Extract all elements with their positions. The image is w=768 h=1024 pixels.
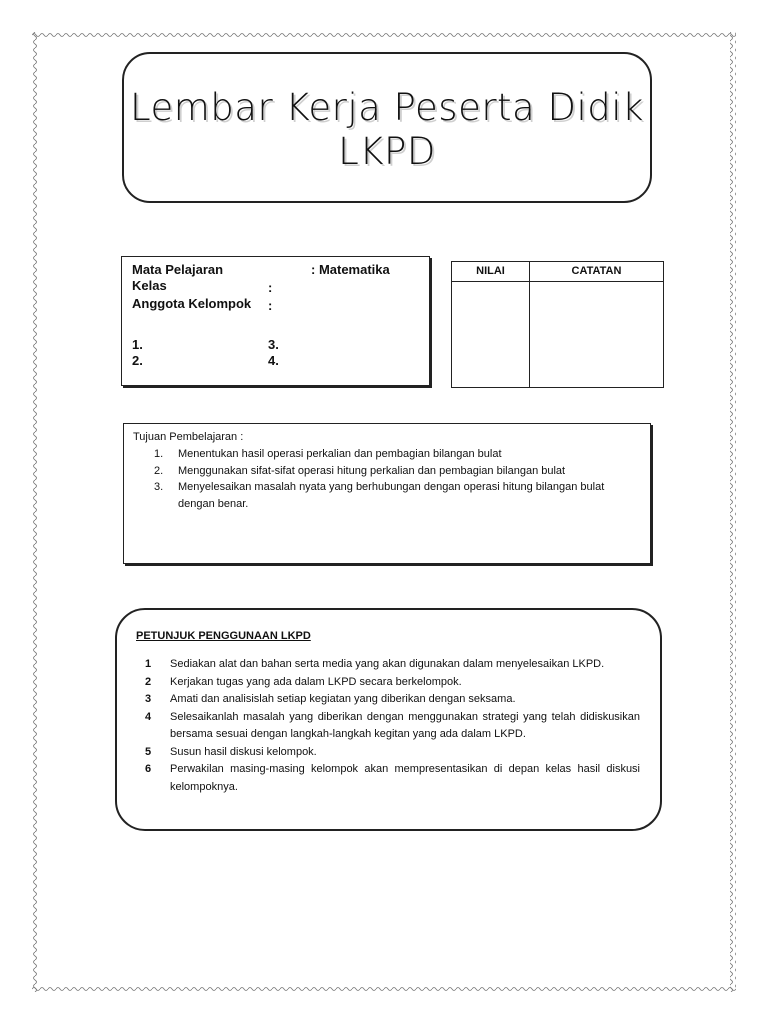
- list-item: [150, 446, 640, 463]
- list-item-number: 5: [145, 745, 152, 758]
- learning-objectives-box: [123, 423, 651, 564]
- list-item-text: Menentukan hasil operasi perkalian dan pembagian bilangan bulat: [178, 448, 502, 460]
- list-item: [150, 479, 640, 512]
- group-label: Anggota Kelompok: [132, 296, 252, 311]
- list-item-text: Selesaikanlah masalah yang diberikan dengan menggunakan strategi yang telah didiskusikan bersama sesuai dengan langkah-langkah kegitan yang ada dalam LKPD.: [170, 710, 640, 740]
- student-info-box: [121, 256, 430, 386]
- usage-instructions-box: [115, 608, 662, 831]
- list-item-text: Sediakan alat dan bahan serta media yang akan digunakan dalam menyelesaikan LKPD.: [170, 658, 605, 670]
- page-title: Lembar Kerja Peserta Didik: [130, 86, 644, 129]
- list-item: [145, 674, 640, 692]
- list-item-number: 1.: [154, 448, 164, 460]
- member-1-label: 1.: [132, 337, 143, 352]
- title-box: [122, 52, 652, 203]
- class-value: :: [268, 280, 273, 295]
- list-item: [145, 656, 640, 674]
- usage-instructions-list: [145, 656, 640, 796]
- list-item-text: Menggunakan sifat-sifat operasi hitung perkalian dan pembagian bilangan bulat: [178, 464, 566, 477]
- list-item-number: 3.: [154, 481, 164, 493]
- list-item: [145, 744, 640, 762]
- list-item: [145, 709, 640, 744]
- list-item-text: Amati dan analisislah setiap kegiatan yang diberikan dengan seksama.: [170, 693, 516, 705]
- list-item: [145, 761, 640, 796]
- list-item-number: 2: [145, 675, 152, 688]
- score-column-header: NILAI: [452, 262, 529, 282]
- list-item-text: Kerjakan tugas yang ada dalam LKPD secara berkelompok.: [170, 675, 462, 688]
- class-label: Kelas: [132, 278, 167, 293]
- subject-label: Mata Pelajaran: [132, 262, 224, 277]
- page-subtitle: LKPD: [338, 130, 436, 173]
- list-item-number: 6: [145, 763, 152, 775]
- group-value: :: [268, 298, 273, 313]
- list-item-number: 4: [145, 710, 152, 723]
- member-4-label: 4.: [268, 353, 279, 368]
- list-item-text: Perwakilan masing-masing kelompok akan mempresentasikan di depan kelas hasil diskusi kelompoknya.: [170, 763, 640, 793]
- list-item-number: 1: [145, 658, 152, 670]
- member-3-label: 3.: [268, 337, 279, 352]
- learning-objectives-list: [150, 446, 640, 512]
- list-item-text: Menyelesaikan masalah nyata yang berhubungan dengan operasi hitung bilangan bulat dengan benar.: [178, 481, 605, 510]
- subject-value: : Matematika: [311, 262, 390, 277]
- usage-instructions-title: PETUNJUK PENGGUNAAN LKPD: [136, 630, 311, 642]
- list-item-number: 2.: [154, 464, 164, 477]
- list-item: [145, 691, 640, 709]
- notes-column-header: CATATAN: [530, 262, 663, 282]
- list-item-text: Susun hasil diskusi kelompok.: [170, 745, 317, 758]
- list-item: [150, 463, 640, 480]
- table-column-divider: [529, 262, 530, 387]
- learning-objectives-title: Tujuan Pembelajaran :: [133, 431, 244, 443]
- grade-table: [451, 261, 664, 388]
- member-2-label: 2.: [132, 353, 143, 368]
- list-item-number: 3: [145, 693, 152, 705]
